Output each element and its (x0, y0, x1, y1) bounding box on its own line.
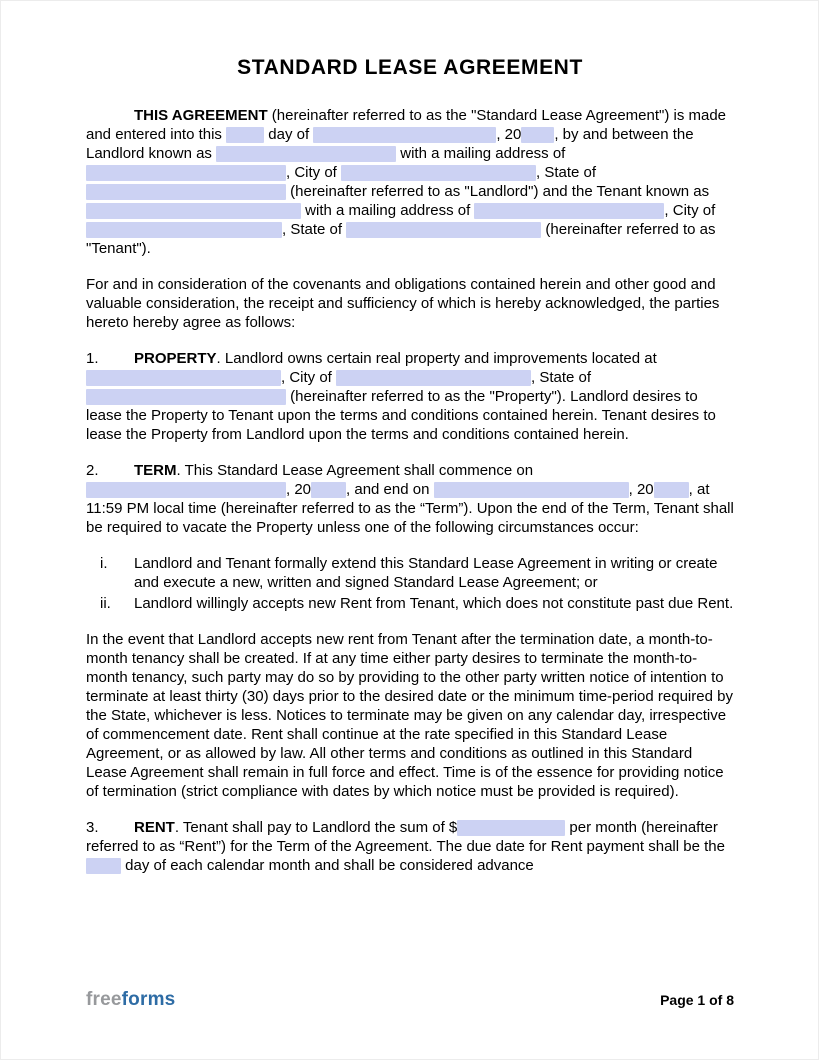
rent-amount-blank[interactable] (457, 820, 565, 836)
text-run: , City of (281, 369, 337, 386)
text-run: , State of (536, 164, 597, 181)
freeforms-logo (86, 989, 175, 1011)
text-run: with a mailing address of (396, 145, 566, 162)
execution-month-blank[interactable] (313, 127, 496, 143)
text-run: , 20 (628, 481, 654, 498)
rent-due-day-blank[interactable] (86, 858, 121, 874)
brand-forms-text: forms (121, 989, 176, 1010)
text-run: , by and between the Landlord known as (86, 126, 694, 162)
section-number: 1. (86, 350, 99, 367)
landlord-address-blank[interactable] (86, 165, 286, 181)
tenant-state-blank[interactable] (346, 222, 541, 238)
end-date-blank[interactable] (434, 482, 629, 498)
list-item-text (134, 595, 733, 612)
section-number: 3. (86, 819, 99, 836)
text-run: day of each calendar month and shall be considered advance (121, 857, 534, 874)
text-run: , State of (531, 369, 592, 386)
text-run: , and end on (346, 481, 434, 498)
text-run: , State of (282, 221, 347, 238)
text-run: For and in consideration of the covenants and obligations contained herein and other good and valuable consideration, the receipt and sufficiency of which is hereby acknowledged, the parties hereto hereby agree as follows: (86, 276, 720, 331)
brand-free-text: free (86, 989, 122, 1010)
property-city-blank[interactable] (336, 370, 531, 386)
page-footer (86, 989, 734, 1011)
execution-day-blank[interactable] (226, 127, 264, 143)
commencement-date-blank[interactable] (86, 482, 286, 498)
holdover-paragraph (86, 630, 734, 801)
end-year-blank[interactable] (654, 482, 689, 498)
tenant-name-blank[interactable] (86, 203, 301, 219)
document-title: STANDARD LEASE AGREEMENT (237, 56, 583, 79)
list-marker: ii. (100, 595, 111, 612)
section-rent (86, 818, 734, 875)
section-term (86, 461, 734, 537)
bold-text: RENT (134, 819, 175, 836)
text-run: . This Standard Lease Agreement shall commence on (176, 462, 534, 479)
property-address-blank[interactable] (86, 370, 281, 386)
text-run: with a mailing address of (301, 202, 475, 219)
commencement-year-blank[interactable] (311, 482, 346, 498)
tenant-city-blank[interactable] (86, 222, 282, 238)
page-content (86, 1, 734, 875)
text-run: day of (264, 126, 314, 143)
text-run: , 20 (496, 126, 522, 143)
text-run: Landlord willingly accepts new Rent from Tenant, which does not constitute past due Rent. (134, 595, 734, 612)
text-run: , City of (286, 164, 342, 181)
text-run: (hereinafter referred to as the "Property"). Landlord desires to lease the Property to Tenant upon the terms and conditions contained herein. Tenant desires to lease the Property from Landlord upon the terms and conditions contained herein. (86, 388, 716, 443)
page-number: Page 1 of 8 (660, 992, 734, 1008)
intro-paragraph (86, 106, 734, 258)
bold-text: THIS AGREEMENT (134, 107, 268, 124)
landlord-name-blank[interactable] (216, 146, 396, 162)
landlord-city-blank[interactable] (341, 165, 536, 181)
consideration-paragraph (86, 275, 734, 332)
term-condition-ii (86, 594, 734, 613)
tenant-address-blank[interactable] (474, 203, 664, 219)
list-item-text (134, 555, 717, 591)
term-condition-i (86, 554, 734, 592)
text-run: In the event that Landlord accepts new rent from Tenant after the termination date, a month-to-month tenancy shall be created. If at any time either party desires to terminate the month-to-month tenancy, such party may do so by providing to the other party written notice of intention to terminate at least thirty (30) days prior to the desired date or the minimum time-period required by the State, whichever is less. Notices to terminate may be given on any calendar day, irrespective of commencement date. Rent shall continue at the rate specified in this Standard Lease Agreement, or as allowed by law. All other terms and conditions as outlined in this Standard Lease Agreement shall remain in full force and effect. Time is of the essence for providing notice of termination (strict compliance with dates by which notice must be provided is required). (86, 631, 733, 800)
text-run: . Landlord owns certain real property and improvements located at (216, 350, 657, 367)
bold-text: TERM (134, 462, 177, 479)
text-run: (hereinafter referred to as the "Standard Lease Agreement") is made and entered into this (86, 107, 727, 143)
section-property (86, 349, 734, 444)
execution-year-blank[interactable] (521, 127, 554, 143)
section-number: 2. (86, 462, 99, 479)
text-run: . Tenant shall pay to Landlord the sum of $ (174, 819, 458, 836)
text-run: , 20 (286, 481, 312, 498)
bold-text: PROPERTY (134, 350, 217, 367)
text-run: (hereinafter referred to as "Tenant"). (86, 221, 716, 257)
list-marker: i. (100, 555, 108, 572)
document-body (86, 106, 734, 875)
landlord-state-blank[interactable] (86, 184, 286, 200)
property-state-blank[interactable] (86, 389, 286, 405)
text-run: , at 11:59 PM local time (hereinafter referred to as the “Term”). Upon the end of the Term, Tenant shall be required to vacate the Property unless one of the following circumstances occur: (86, 481, 734, 536)
text-run: (hereinafter referred to as "Landlord") and the Tenant known as (286, 183, 710, 200)
text-run: , City of (664, 202, 716, 219)
text-run: per month (hereinafter referred to as “Rent”) for the Term of the Agreement. The due date for Rent payment shall be the (86, 819, 725, 855)
text-run: Landlord and Tenant formally extend this Standard Lease Agreement in writing or create and execute a new, written and signed Standard Lease Agreement; or (134, 555, 718, 591)
